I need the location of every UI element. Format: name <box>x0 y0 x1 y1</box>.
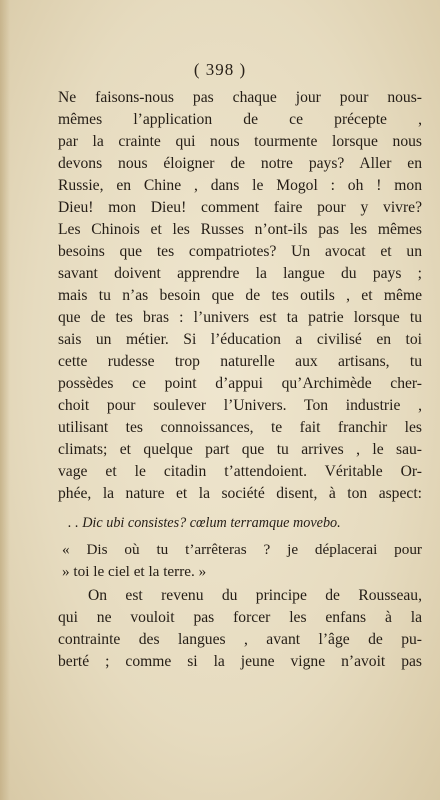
text-line: cette rudesse trop naturelle aux artisans, tu <box>58 353 422 370</box>
text-line: choit pour soulever l’Univers. Ton industrie , <box>58 397 422 414</box>
text-line: que de tes bras : l’univers est ta patrie lorsque tu <box>58 309 422 326</box>
text-line: utilisant tes connoissances, te fait franchir les <box>58 419 422 436</box>
text-line: devons nous éloigner de notre pays? Aller en <box>58 155 422 172</box>
text-line: possèdes ce point d’appui qu’Archimède cher- <box>58 375 422 392</box>
text-line: sais un métier. Si l’éducation a civilisé en toi <box>58 331 422 348</box>
text-line: On est revenu du principe de Rousseau, <box>88 587 422 604</box>
quotation-line: » toi le ciel et la terre. » <box>62 563 207 580</box>
text-line: mêmes l’application de ce précepte , <box>58 111 422 128</box>
text-line: climats; et quelque part que tu arrives , le sau- <box>58 441 422 458</box>
text-line: besoins que tes compatriotes? Un avocat et un <box>58 243 422 260</box>
text-line: Les Chinois et les Russes n’ont-ils pas les mêmes <box>58 221 422 238</box>
text-line: Ne faisons-nous pas chaque jour pour nous- <box>58 89 422 106</box>
text-line: mais tu n’as besoin que de tes outils , et même <box>58 287 422 304</box>
quotation-line: « Dis où tu t’arrêteras ? je déplacerai pour <box>62 541 422 558</box>
text-line: vage et le citadin t’attendoient. Véritable Or- <box>58 463 422 480</box>
text-line: phée, la nature et la société disent, à ton aspect: <box>58 485 422 502</box>
page-binding-shadow <box>0 0 10 800</box>
text-line: Dieu! mon Dieu! comment faire pour y vivre? <box>58 199 422 216</box>
text-line: contrainte des langues , avant l’âge de pu- <box>58 631 422 648</box>
text-line: par la crainte qui nous tourmente lorsque nous <box>58 133 422 150</box>
text-line: qui ne vouloit pas forcer les enfans à la <box>58 609 422 626</box>
page-number: ( 398 ) <box>193 60 247 79</box>
latin-quotation: . . Dic ubi consistes? cœlum terramque movebo. <box>68 515 341 531</box>
text-line: Russie, en Chine , dans le Mogol : oh ! mon <box>58 177 422 194</box>
text-line: savant doivent apprendre la langue du pays ; <box>58 265 422 282</box>
text-line: berté ; comme si la jeune vigne n’avoit pas <box>58 653 422 670</box>
